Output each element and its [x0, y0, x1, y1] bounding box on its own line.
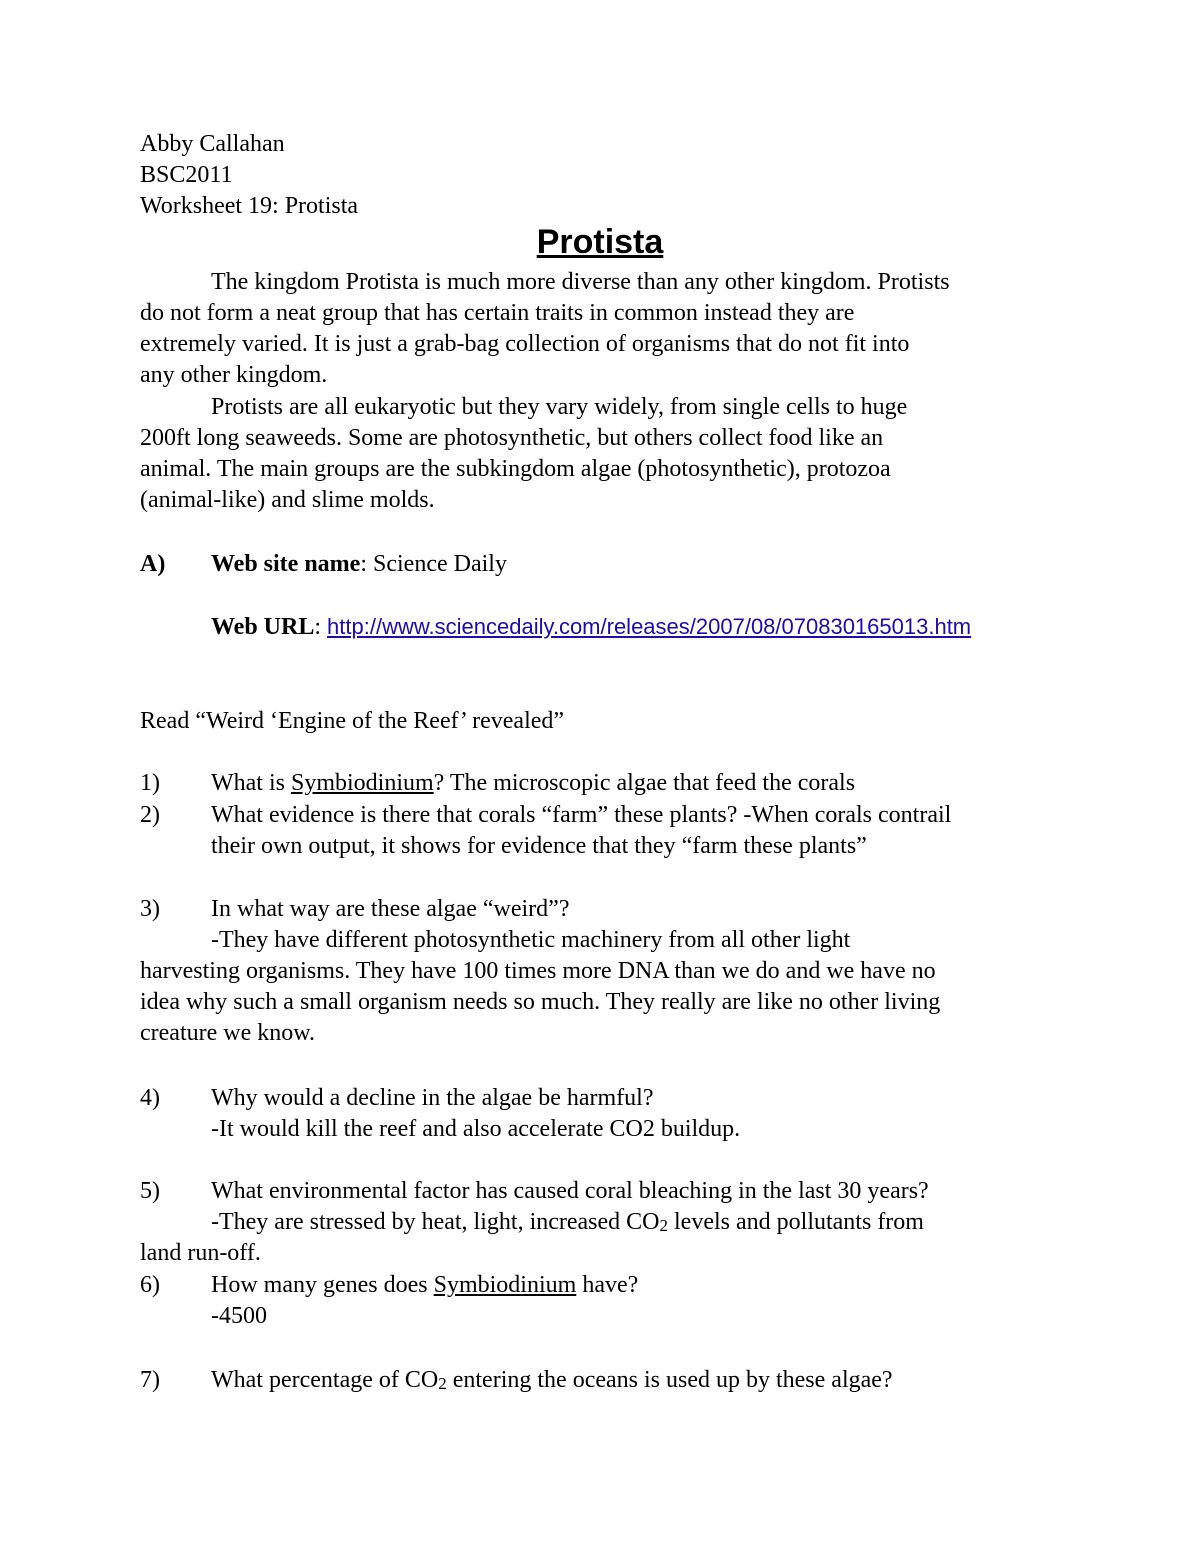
- author-name: Abby Callahan: [140, 131, 285, 157]
- intro-p1-line-2: do not form a neat group that has certain traits in common instead they are: [140, 300, 855, 326]
- q6-post: have?: [576, 1272, 639, 1298]
- intro-p2-line-1: Protists are all eukaryotic but they vary widely, from single cells to huge: [211, 394, 908, 420]
- q3-answer-line-3: idea why such a small organism needs so much. They really are like no other living: [140, 989, 941, 1015]
- q3-answer-line-1: -They have different photosynthetic machinery from all other light: [211, 927, 851, 953]
- q7-line: [211, 1365, 893, 1399]
- q4-number: 4): [140, 1085, 160, 1111]
- intro-p1-line-1: The kingdom Protista is much more diverse than any other kingdom. Protists: [211, 269, 950, 295]
- q5-answer-subscript: 2: [659, 1216, 669, 1235]
- q2-number: 2): [140, 802, 160, 828]
- q7-post: entering the oceans is used up by these algae?: [446, 1367, 893, 1393]
- web-url-label: Web URL: [211, 614, 315, 640]
- q6-term: Symbiodinium: [433, 1272, 577, 1298]
- q5-answer-pre: -They are stressed by heat, light, increased CO: [211, 1209, 660, 1235]
- q2-line-1: What evidence is there that corals “farm” these plants? -When corals contrail: [211, 802, 952, 828]
- q1-term: Symbiodinium: [290, 770, 434, 796]
- q4-question: Why would a decline in the algae be harmful?: [211, 1085, 654, 1111]
- q4-answer: -It would kill the reef and also accelerate CO2 buildup.: [211, 1116, 741, 1142]
- q6-number: 6): [140, 1272, 160, 1298]
- worksheet-label: Worksheet 19: Protista: [140, 193, 359, 219]
- website-name-value: : Science Daily: [360, 551, 507, 577]
- intro-p2-line-3: animal. The main groups are the subkingdom algae (photosynthetic), protozoa: [140, 456, 891, 482]
- q1-post: ? The microscopic algae that feed the corals: [433, 770, 856, 796]
- q6-answer: -4500: [211, 1303, 267, 1329]
- q1-number: 1): [140, 770, 160, 796]
- q6-pre: How many genes does: [211, 1272, 434, 1298]
- web-url-line: [211, 611, 971, 643]
- intro-p1-line-4: any other kingdom.: [140, 362, 328, 388]
- q5-answer-line-1: [211, 1207, 924, 1241]
- q6-line: [211, 1270, 638, 1301]
- read-instruction: Read “Weird ‘Engine of the Reef’ revealed”: [140, 708, 565, 734]
- course-code: BSC2011: [140, 162, 233, 188]
- q2-line-2: their own output, it shows for evidence that they “farm these plants”: [211, 833, 867, 859]
- q3-answer-line-4: creature we know.: [140, 1020, 316, 1046]
- web-url-link[interactable]: http://www.sciencedaily.com/releases/2007/08/070830165013.htm: [327, 614, 972, 639]
- website-name-label: Web site name: [211, 551, 361, 577]
- page-title: Protista: [536, 223, 664, 261]
- q5-answer-line-2: land run-off.: [140, 1240, 261, 1266]
- q5-answer-post: levels and pollutants from: [668, 1209, 924, 1235]
- website-name-line: [211, 549, 507, 580]
- q5-number: 5): [140, 1178, 160, 1204]
- q5-question: What environmental factor has caused coral bleaching in the last 30 years?: [211, 1178, 929, 1204]
- q7-subscript: 2: [438, 1374, 447, 1393]
- intro-p2-line-2: 200ft long seaweeds. Some are photosynthetic, but others collect food like an: [140, 425, 884, 451]
- q3-number: 3): [140, 896, 160, 922]
- intro-p1-line-3: extremely varied. It is just a grab-bag collection of organisms that do not fit into: [140, 331, 910, 357]
- q3-answer-line-2: harvesting organisms. They have 100 times more DNA than we do and we have no: [140, 958, 936, 984]
- intro-p2-line-4: (animal-like) and slime molds.: [140, 487, 435, 513]
- q3-question: In what way are these algae “weird”?: [211, 896, 570, 922]
- source-marker: A): [140, 551, 166, 577]
- q1-line: [211, 768, 855, 799]
- web-url-separator: :: [314, 614, 328, 640]
- q7-pre: What percentage of CO: [211, 1367, 439, 1393]
- q1-pre: What is: [211, 770, 291, 796]
- q7-number: 7): [140, 1367, 160, 1393]
